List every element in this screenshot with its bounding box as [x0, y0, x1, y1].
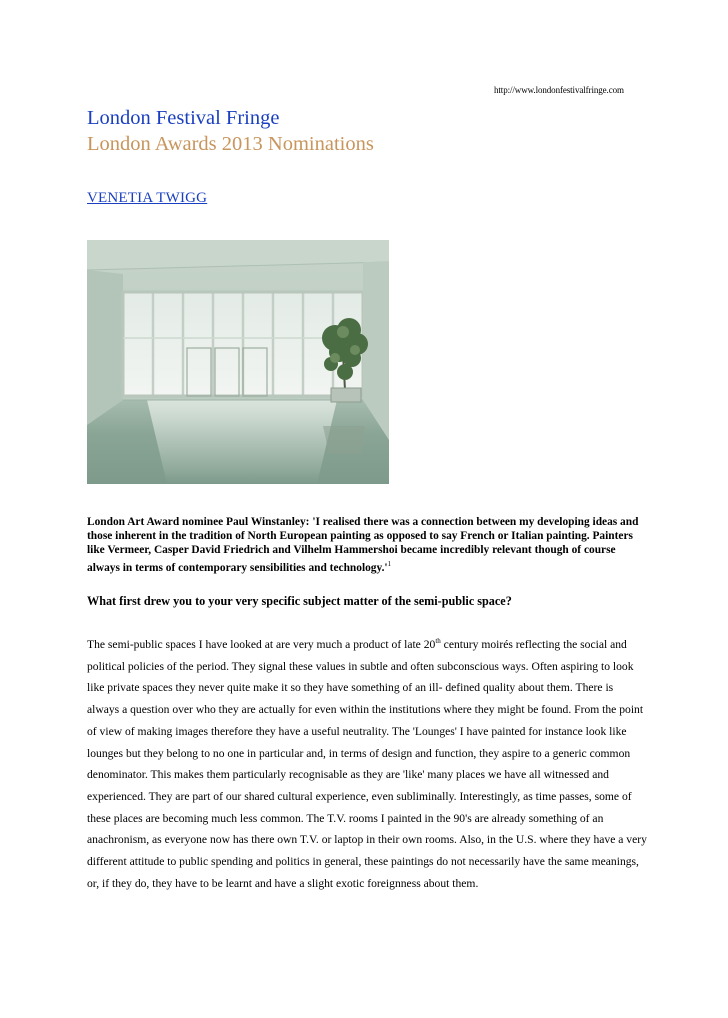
page-title[interactable]: London Festival Fringe: [87, 107, 280, 129]
intro-footnote-marker: 1: [387, 560, 392, 568]
intro-text: London Art Award nominee Paul Winstanley: 'I realised there was a connection between my developing ideas and those inherent in the tradition of North European painting as opposed to say French or Italian painting. Painters like Vermeer, Casper David Friedrich and Vilhelm Hammershoi became incredibly relevant though of course always in terms of contemporary sensibilities and technology.': [87, 516, 639, 574]
page-subtitle: London Awards 2013 Nominations: [87, 133, 374, 155]
painting-image: [87, 240, 389, 484]
answer-superscript: th: [435, 637, 441, 646]
interview-question: What first drew you to your very specific subject matter of the semi-public space?: [87, 594, 512, 608]
artist-name-link[interactable]: VENETIA TWIGG: [87, 190, 208, 206]
answer-text-start: The semi-public spaces I have looked at are very much a product of late 20: [87, 638, 436, 651]
answer-text-rest: century moirés reflecting the social and political policies of the period. They signal these values in subtle and often subconscious ways. Often aspiring to look like private spaces they never quite make it so they have something of an ill- defined quality about them. There is always a question over who they are actually for even within the institutions where they might be found. From the point of view of making images therefore they have a useful neutrality. The 'Lounges' I have painted for instance look like lounges but they belong to no one in particular and, in terms of design and function, they aspire to a generic common denominator. This makes them particularly recognisable as they are 'like' many places we have all witnessed and experienced. They are part of our shared cultural experience, even subliminally. Interestingly, as time passes, some of these places are becoming much less common. The T.V. rooms I painted in the 90's are already something of an anachronism, as everyone now has there own T.V. or laptop in their own rooms. Also, in the U.S. where they have a very different attitude to public spending and politics in general, these paintings do not necessarily have the same meanings, or, if they do, they have to be learnt and have a slight exotic foreignness about them.: [87, 638, 647, 890]
intro-paragraph: [87, 515, 642, 575]
interview-answer: [87, 634, 647, 894]
website-url[interactable]: http://www.londonfestivalfringe.com: [494, 85, 624, 95]
